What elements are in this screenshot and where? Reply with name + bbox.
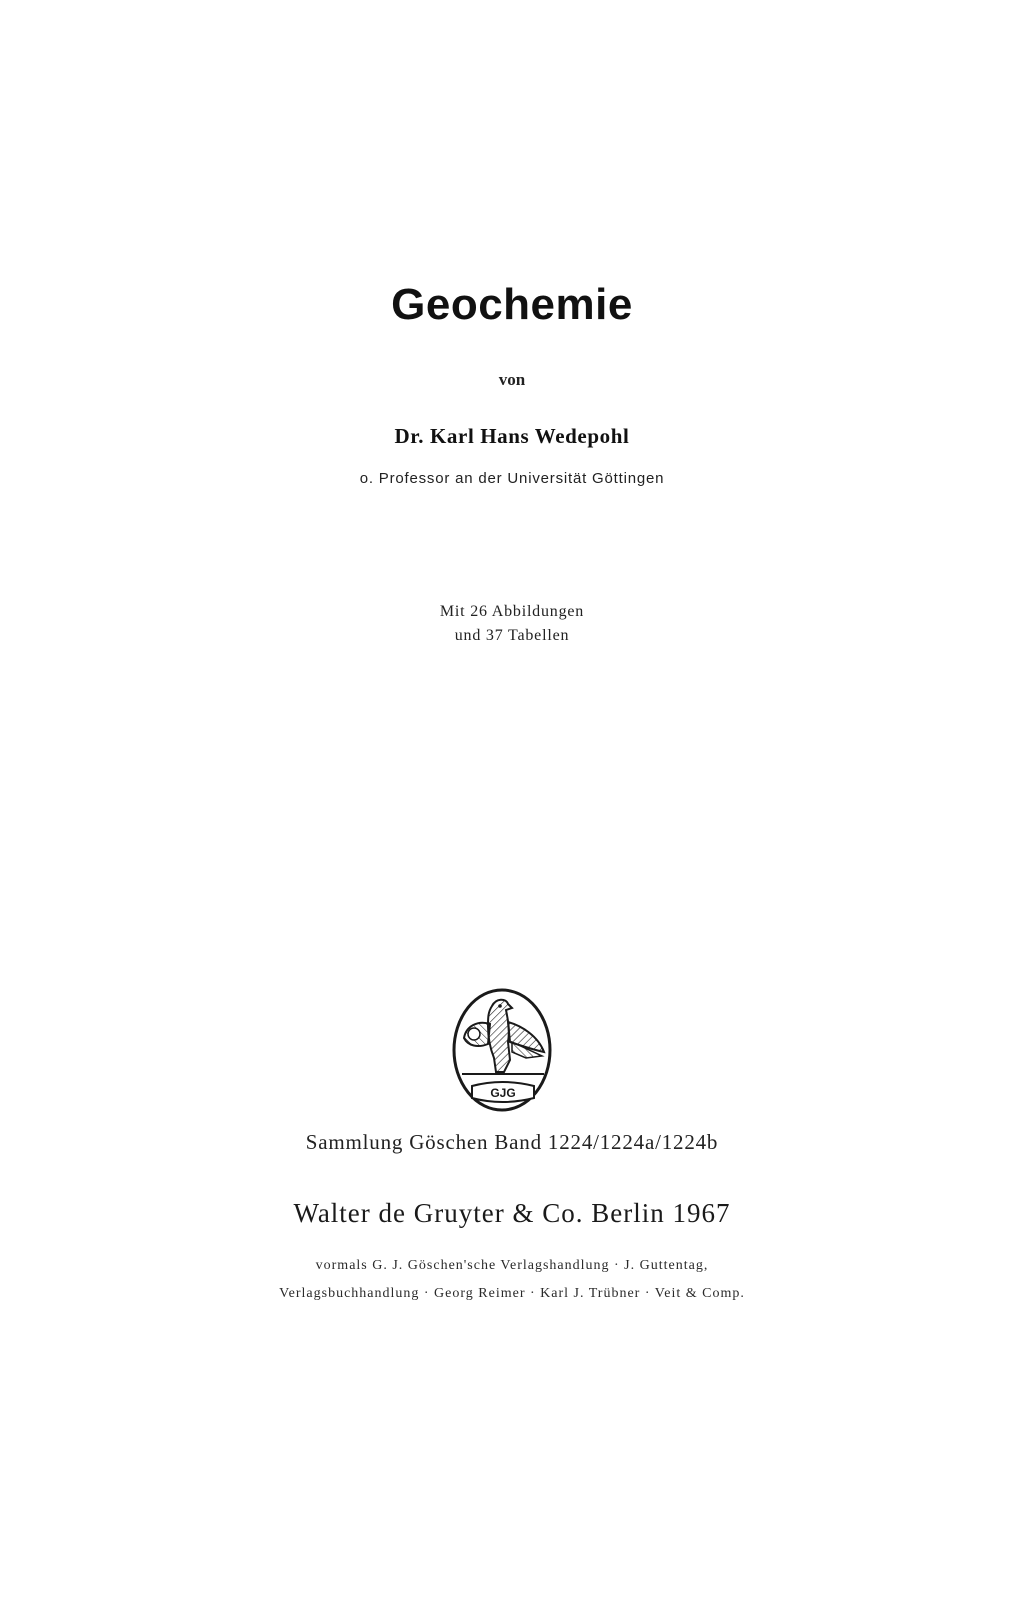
eagle-emblem-icon xyxy=(448,986,558,1116)
logo-monogram: GJG xyxy=(490,1086,516,1100)
author-affiliation: o. Professor an der Universität Göttingen xyxy=(359,470,665,487)
publisher-history-line-1: vormals G. J. Göschen'sche Verlagshandlung · J. Guttentag, xyxy=(315,1258,709,1273)
tables-count: und 37 Tabellen xyxy=(454,627,570,644)
publisher-history-line-2: Verlagsbuchhandlung · Georg Reimer · Karl J. Trübner · Veit & Comp. xyxy=(279,1286,745,1301)
publisher-imprint: Walter de Gruyter & Co. Berlin 1967 xyxy=(293,1198,731,1228)
illustrations-count: Mit 26 Abbildungen xyxy=(439,603,585,620)
book-title: Geochemie xyxy=(391,280,633,329)
author-name: Dr. Karl Hans Wedepohl xyxy=(394,424,630,448)
by-label: von xyxy=(498,370,526,389)
series-info: Sammlung Göschen Band 1224/1224a/1224b xyxy=(305,1130,719,1154)
